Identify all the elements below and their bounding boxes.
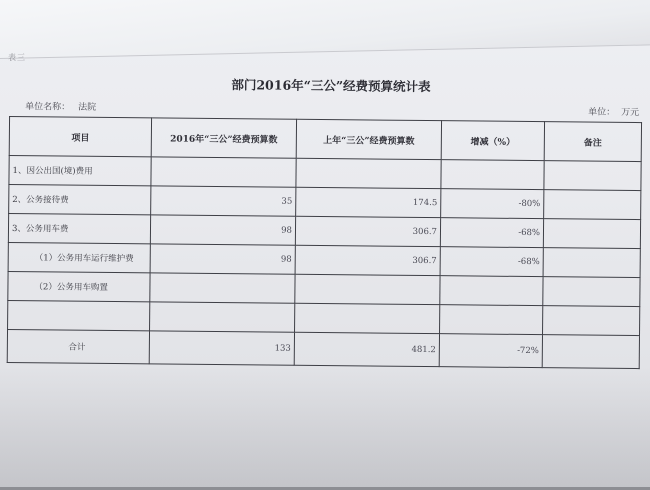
cell-change: -68% — [440, 218, 543, 248]
header-budget-2016: 2016年“三公”经费预算数 — [151, 118, 296, 158]
unit-name-label: 单位名称： — [25, 102, 71, 113]
cell-change: -68% — [440, 247, 543, 277]
cell-note — [543, 219, 640, 249]
header-item: 项目 — [9, 117, 151, 157]
table-header-row — [9, 117, 641, 162]
cell-note — [543, 277, 640, 307]
header-note: 备注 — [544, 122, 641, 162]
cell-change — [441, 160, 544, 190]
cell-total-last-year: 481.2 — [294, 332, 439, 366]
cell-budget-2016: 98 — [150, 244, 295, 274]
currency-unit-value: 万元 — [621, 107, 640, 119]
cell-total-note — [542, 335, 639, 369]
cell-item: （1）公务用车运行维护费 — [8, 243, 150, 273]
cell-note — [544, 190, 641, 220]
total-row — [7, 330, 639, 369]
cell-note — [544, 161, 641, 191]
cell-total-label: 合计 — [7, 330, 149, 364]
cell-change — [440, 305, 543, 335]
cell-item: 2、公务接待费 — [9, 185, 151, 215]
cell-item: 1、因公出国(境)费用 — [9, 156, 151, 186]
cell-budget-2016: 35 — [151, 186, 296, 216]
currency-unit-line — [588, 105, 639, 118]
cell-last-year: 306.7 — [295, 245, 440, 275]
unit-name-value: 法院 — [78, 102, 97, 113]
cell-change: -80% — [441, 189, 544, 219]
cell-last-year — [296, 158, 441, 188]
budget-table — [7, 116, 642, 369]
cell-budget-2016 — [150, 273, 295, 303]
document-title: 部门2016年“三公”经费预算统计表 — [231, 77, 431, 95]
cell-item: 3、公务用车费 — [8, 214, 150, 244]
cell-total-change: -72% — [439, 334, 542, 368]
cell-total-budget-2016: 133 — [149, 331, 294, 365]
unit-name-line — [25, 99, 96, 113]
cell-budget-2016 — [151, 157, 296, 187]
cell-change — [440, 276, 543, 306]
header-change: 增减（%） — [441, 121, 544, 161]
cell-note — [543, 248, 640, 278]
cell-last-year: 306.7 — [295, 216, 440, 246]
cell-note — [543, 306, 640, 336]
cell-budget-2016 — [150, 302, 295, 332]
currency-unit-label: 单位： — [588, 107, 616, 118]
cell-last-year — [295, 274, 440, 304]
header-last-year: 上年“三公”经费预算数 — [296, 119, 441, 159]
cell-item — [8, 301, 150, 331]
cell-last-year — [295, 303, 440, 333]
cell-item: （2）公务用车购置 — [8, 272, 150, 302]
cell-last-year: 174.5 — [296, 187, 441, 217]
cell-budget-2016: 98 — [150, 215, 295, 245]
corner-label: 表三 — [8, 53, 26, 62]
